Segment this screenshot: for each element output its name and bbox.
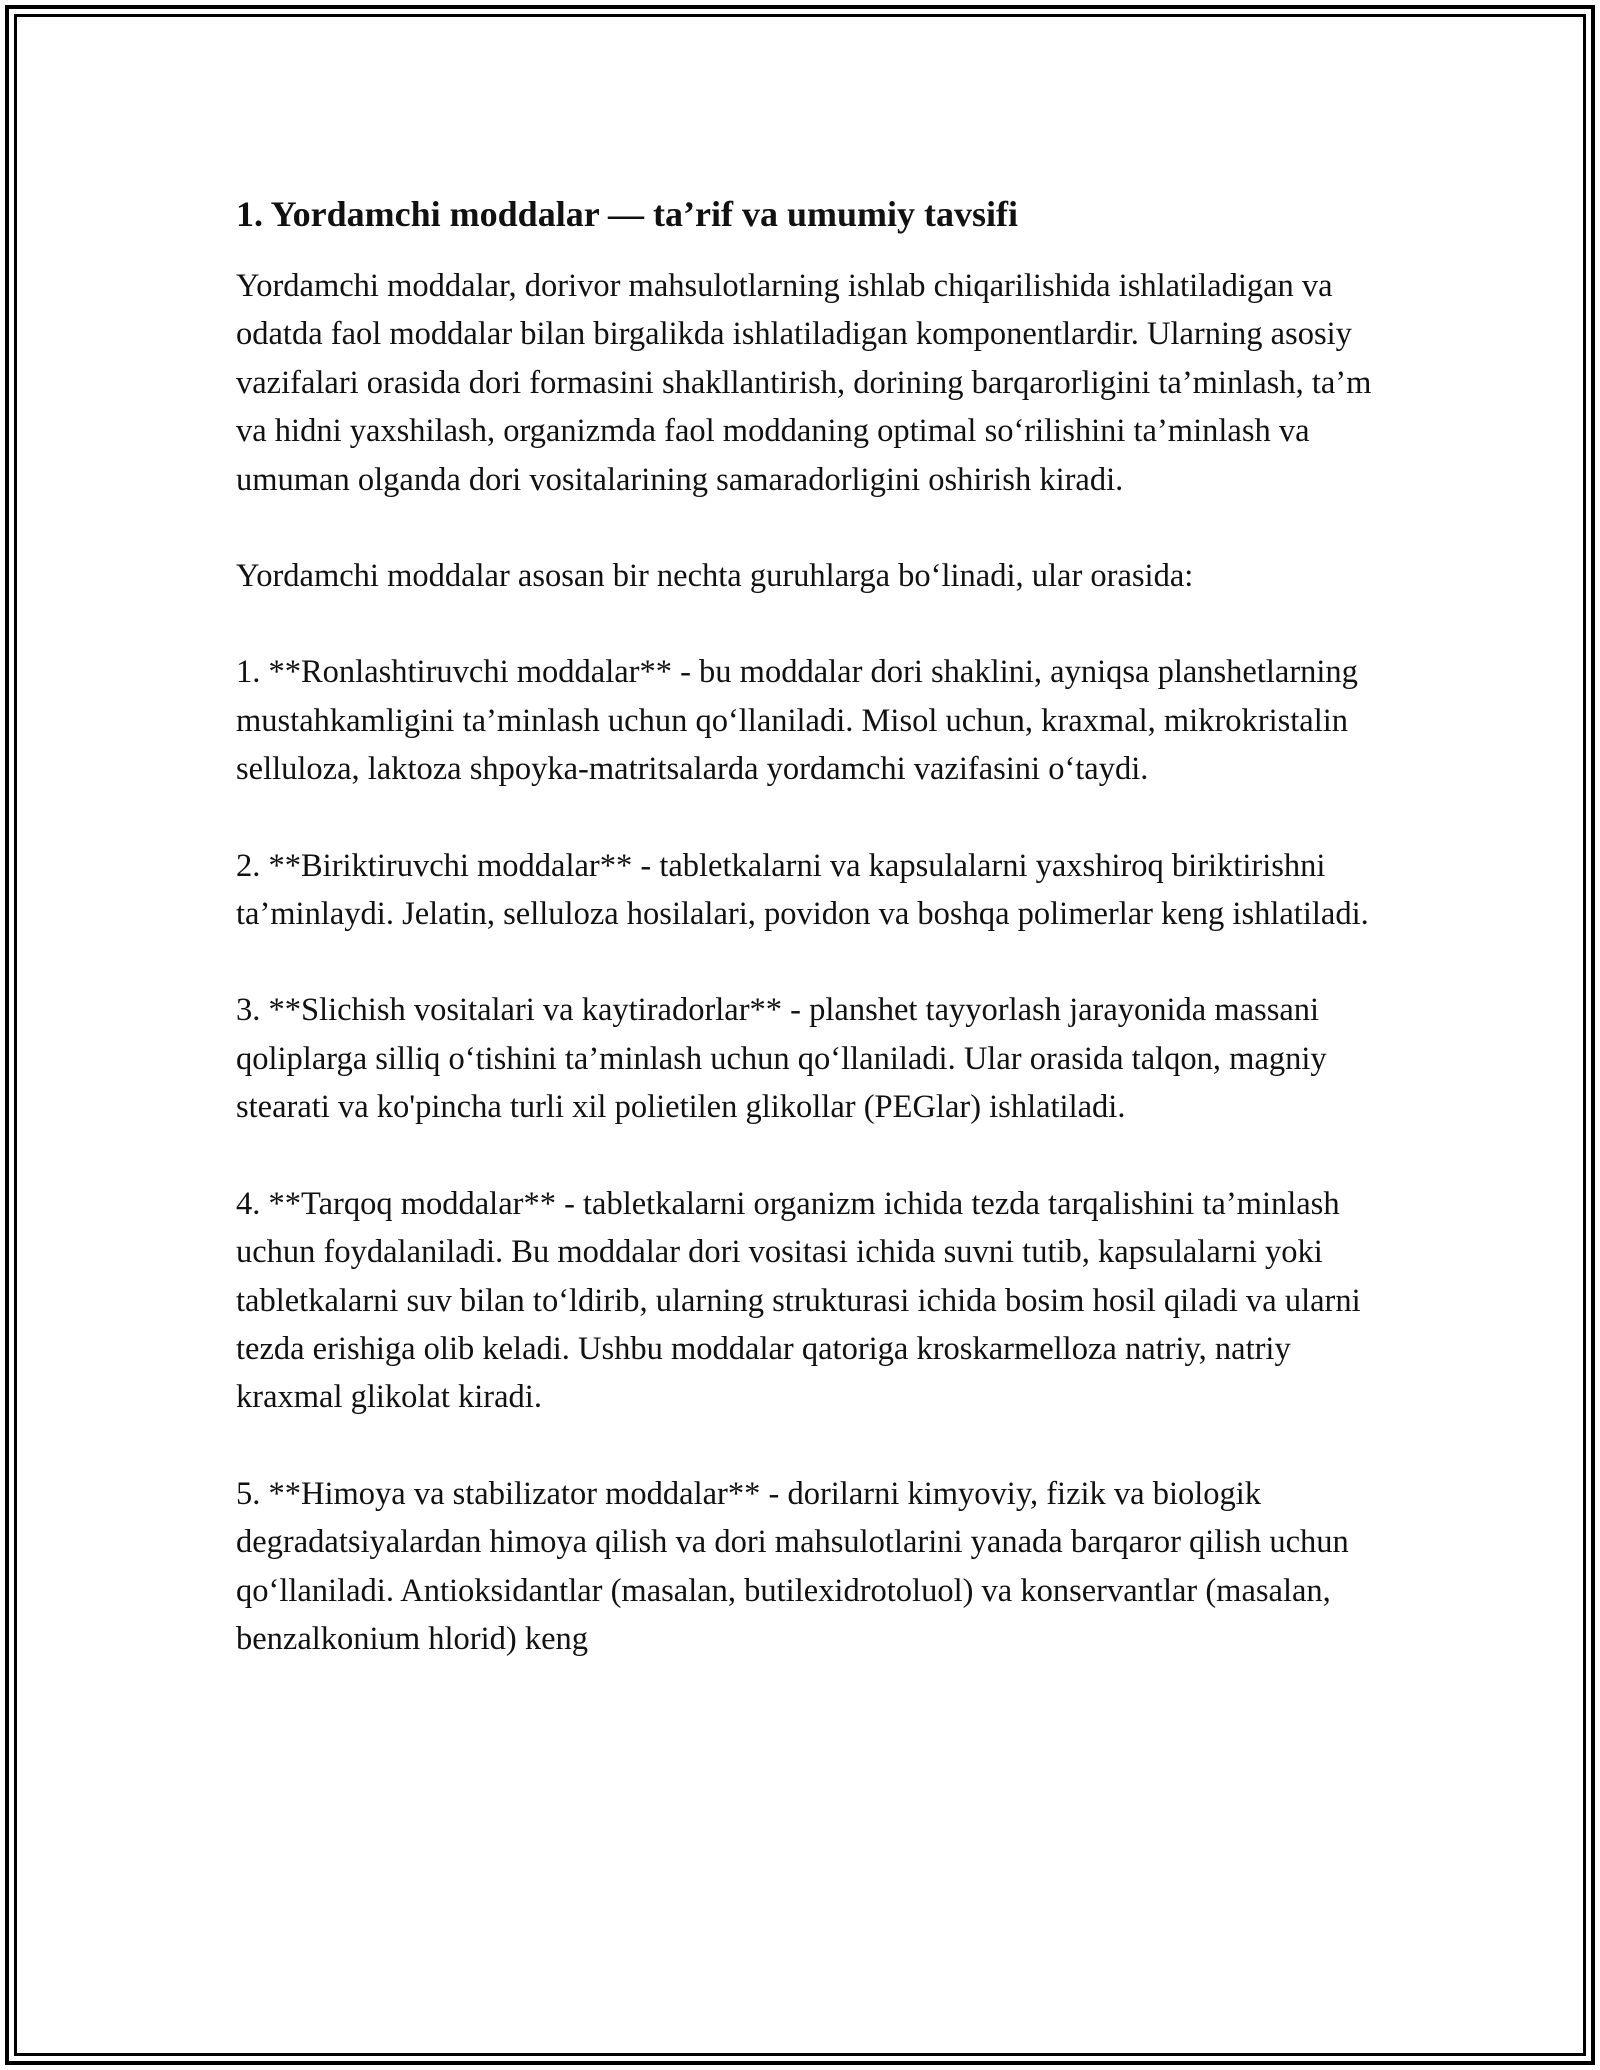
groups-intro-paragraph: Yordamchi moddalar asosan bir nechta guruhlarga bo‘linadi, ular orasida: [236,558,1194,595]
section-title: 1. Yordamchi moddalar — ta’rif va umumiy tavsifi [236,194,1018,234]
list-item-fillers: 1. **Ronlashtiruvchi moddalar** - bu moddalar dori shaklini, ayniqsa planshetlarning mustahkamligini ta’minlash uchun qo‘llaniladi. Misol uchun, kraxmal, mikrokristalin selluloza, laktoza shpoyka-matritsalarda yordamchi vazifasini o‘taydi. [236,654,1358,788]
list-item-stabilizers: 5. **Himoya va stabilizator moddalar** - dorilarni kimyoviy, fizik va biologik degradatsiyalardan himoya qilish va dori mahsulotlarini yanada barqaror qilish uchun qo‘llaniladi. Antioksidantlar (masalan, butilexidrotoluol) va konservantlar (masalan, benzalkonium hlorid) keng [236,1475,1349,1657]
list-item-disintegrants: 4. **Tarqoq moddalar** - tabletkalarni organizm ichida tezda tarqalishini ta’minlash uchun foydalaniladi. Bu moddalar dori vositasi ichida suvni tutib, kapsulalarni yoki tabletkalarni suv bilan to‘ldirib, ularning strukturasi ichida bosim hosil qiladi va ularni tezda erishiga olib keladi. Ushbu moddalar qatoriga kroskarmelloza natriy, natriy kraxmal glikolat kiradi. [236,1185,1361,1416]
list-item-lubricants: 3. **Slichish vositalari va kaytiradorlar** - planshet tayyorlash jarayonida massani qoliplarga silliq o‘tishini ta’minlash uchun qo‘llaniladi. Ular orasida talqon, magniy stearati va ko'pincha turli xil polietilen glikollar (PEGlar) ishlatiladi. [236,992,1327,1126]
intro-paragraph: Yordamchi moddalar, dorivor mahsulotlarning ishlab chiqarilishida ishlatiladigan va odatda faol moddalar bilan birgalikda ishlatiladigan komponentlardir. Ularning asosiy vazifalari orasida dori formasini shakllantirish, dorining barqarorligini ta’minlash, ta’m va hidni yaxshilash, organizmda faol moddaning optimal so‘rilishini ta’minlash va umuman olganda dori vositalarining samaradorligini oshirish kiradi. [236,268,1372,498]
list-item-binders: 2. **Biriktiruvchi moddalar** - tabletkalarni va kapsulalarni yaxshiroq biriktirishni ta’minlaydi. Jelatin, selluloza hosilalari, povidon va boshqa polimerlar keng ishlatiladi. [236,847,1369,933]
document-body [236,186,1386,1711]
